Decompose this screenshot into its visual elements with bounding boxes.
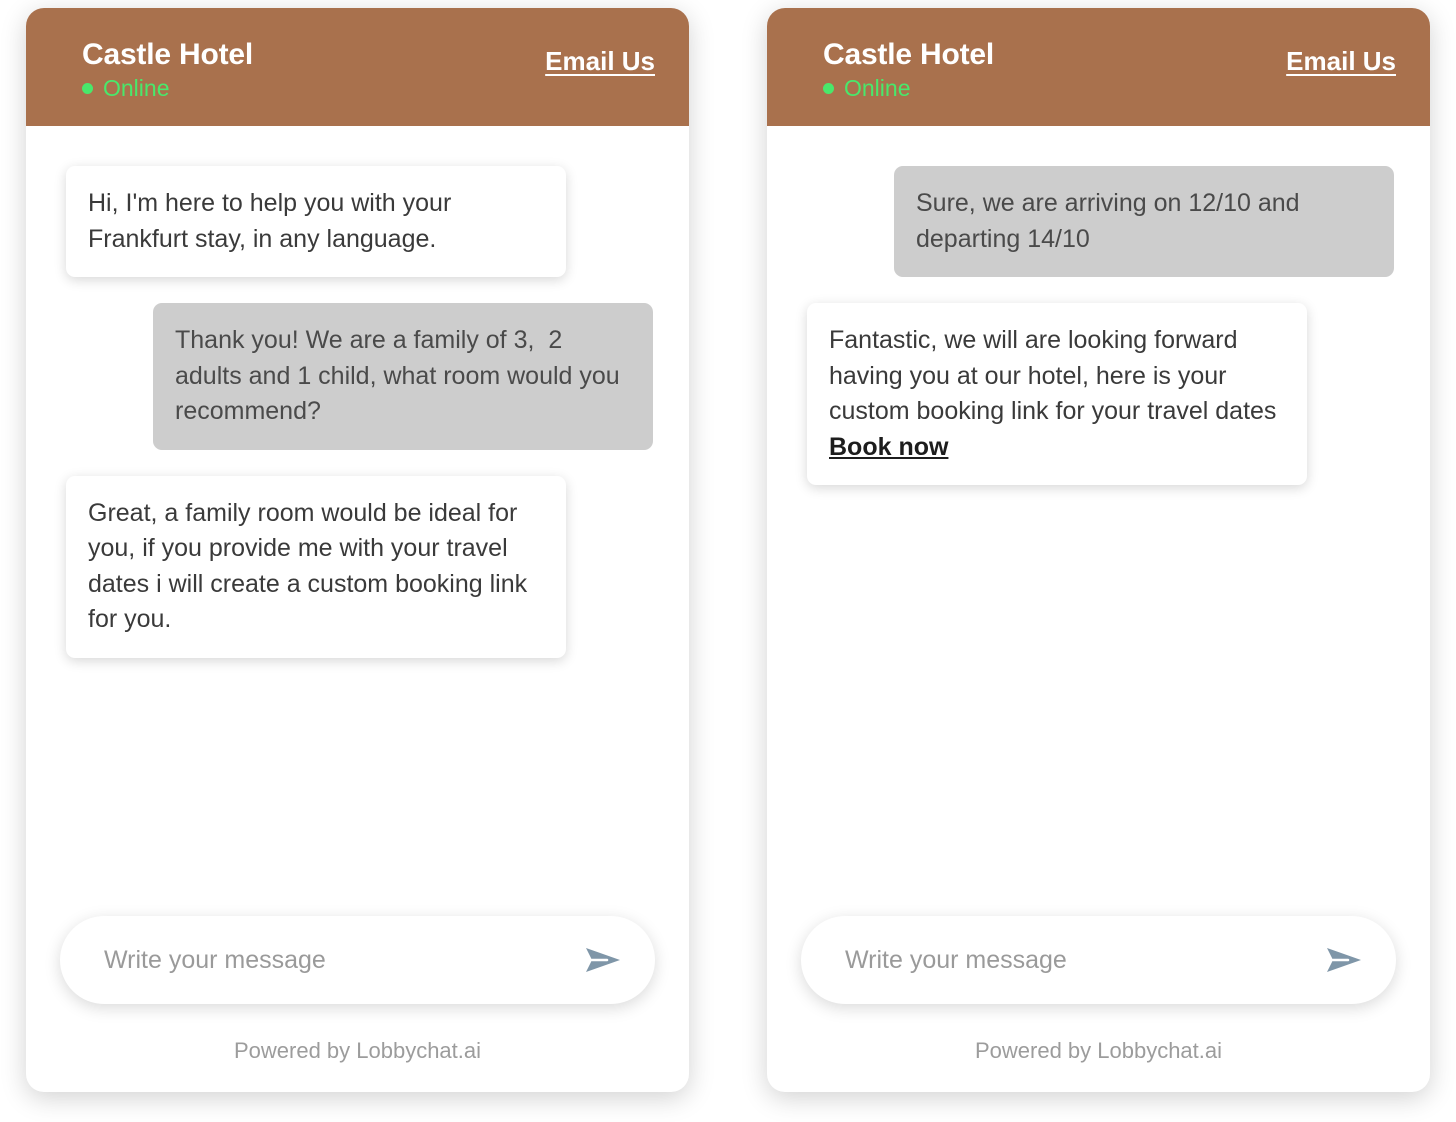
composer-wrapper <box>767 892 1430 1004</box>
composer-wrapper <box>26 892 689 1004</box>
powered-by-label: Powered by Lobbychat.ai <box>233 1038 482 1063</box>
message-input[interactable] <box>843 945 1322 976</box>
widget-header <box>767 8 1430 126</box>
message-composer[interactable] <box>801 916 1396 1004</box>
chat-message-bot: Great, a family room would be ideal for you, if you provide me with your travel dates i will create a custom booking link for you. <box>66 476 566 658</box>
widget-header <box>26 8 689 126</box>
online-status-label: Online <box>103 75 170 101</box>
chat-message-bot <box>807 303 1307 485</box>
book-now-link[interactable]: Book now <box>829 432 949 461</box>
send-icon[interactable] <box>1322 942 1366 978</box>
hotel-identity <box>823 38 994 100</box>
chat-message-list <box>26 126 689 892</box>
status-row <box>82 77 253 100</box>
chat-message-user: Thank you! We are a family of 3, 2 adults and 1 child, what room would you recommend? <box>153 303 653 450</box>
online-status-dot <box>82 83 93 94</box>
send-icon[interactable] <box>581 942 625 978</box>
hotel-identity <box>82 38 253 100</box>
hotel-name: Castle Hotel <box>82 38 253 71</box>
hotel-name: Castle Hotel <box>823 38 994 71</box>
chat-message-list <box>767 126 1430 892</box>
powered-by-label: Powered by Lobbychat.ai <box>974 1038 1223 1063</box>
email-us-link[interactable]: Email Us <box>1286 46 1396 76</box>
chat-message-text: Fantastic, we will are looking forward having you at our hotel, here is your custom booking link for your travel dates <box>829 326 1284 425</box>
chat-widget-panel-2 <box>767 8 1430 1092</box>
chat-message-bot: Hi, I'm here to help you with your Frankfurt stay, in any language. <box>66 166 566 277</box>
message-input[interactable] <box>102 945 581 976</box>
status-row <box>823 77 994 100</box>
email-us-link[interactable]: Email Us <box>545 46 655 76</box>
message-composer[interactable] <box>60 916 655 1004</box>
chat-widget-panel-1 <box>26 8 689 1092</box>
chat-spacer <box>60 684 655 893</box>
online-status-dot <box>823 83 834 94</box>
chat-spacer <box>801 511 1396 892</box>
chat-message-user: Sure, we are arriving on 12/10 and departing 14/10 <box>894 166 1394 277</box>
online-status-label: Online <box>844 75 911 101</box>
